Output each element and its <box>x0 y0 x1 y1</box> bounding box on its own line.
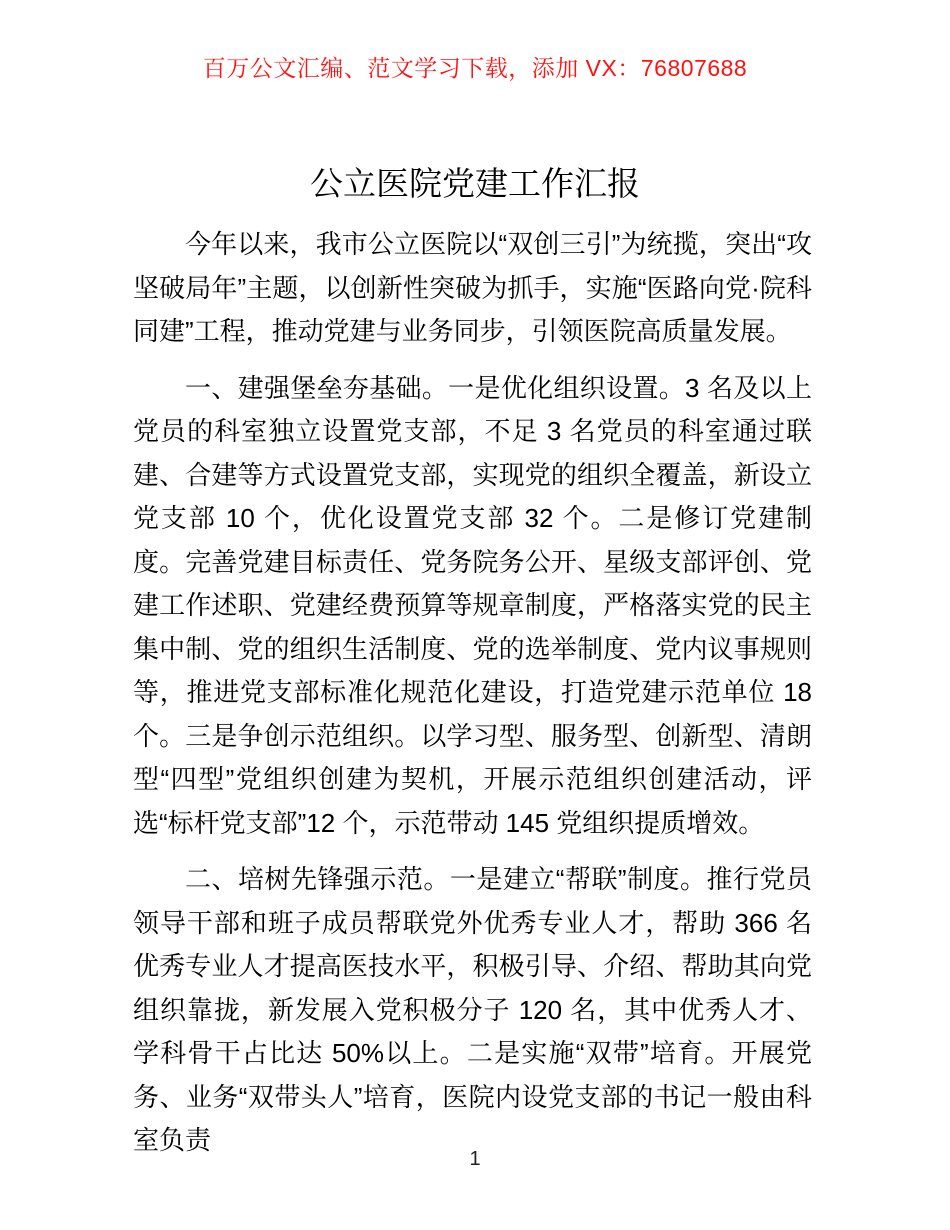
document-body <box>133 223 812 1163</box>
document-title: 公立医院党建工作汇报 <box>310 165 640 202</box>
promo-header-text: 百万公文汇编、范文学习下载，添加 VX：76807688 <box>202 55 748 81</box>
paragraph-section-1: 一、建强堡垒夯基础。一是优化组织设置。3 名及以上党员的科室独立设置党支部，不足 3 名党员的科室通过联建、合建等方式设置党支部，实现党的组织全覆盖，新设立党支部 10 个，优化设置党支部 32 个。二是修订党建制度。完善党建目标责任、党务院务公开、星级支部评创、党建工作述职、党建经费预算等规章制度，严格落实党的民主集中制、党的组织生活制度、党的选举制度、党内议事规则等，推进党支部标准化规范化建设，打造党建示范单位 18 个。三是争创示范组织。以学习型、服务型、创新型、清朗型“四型”党组织创建为契机，开展示范组织创建活动，评选“标杆党支部”12 个，示范带动 145 党组织提质增效。 <box>133 372 812 838</box>
paragraph-section-2: 二、培树先锋强示范。一是建立“帮联”制度。推行党员领导干部和班子成员帮联党外优秀专业人才，帮助 366 名优秀专业人才提高医技水平，积极引导、介绍、帮助其向党组织靠拢，新发展入党积极分子 120 名，其中优秀人才、学科骨干占比达 50%以上。二是实施“双带”培育。开展党务、业务“双带头人”培育，医院内设党支部的书记一般由科室负责 <box>133 864 812 1155</box>
page-number: 1 <box>469 1148 481 1170</box>
paragraph-intro: 今年以来，我市公立医院以“双创三引”为统揽，突出“攻坚破局年”主题，以创新性突破为抓手，实施“医路向党·院科同建”工程，推动党建与业务同步，引领医院高质量发展。 <box>133 229 812 346</box>
